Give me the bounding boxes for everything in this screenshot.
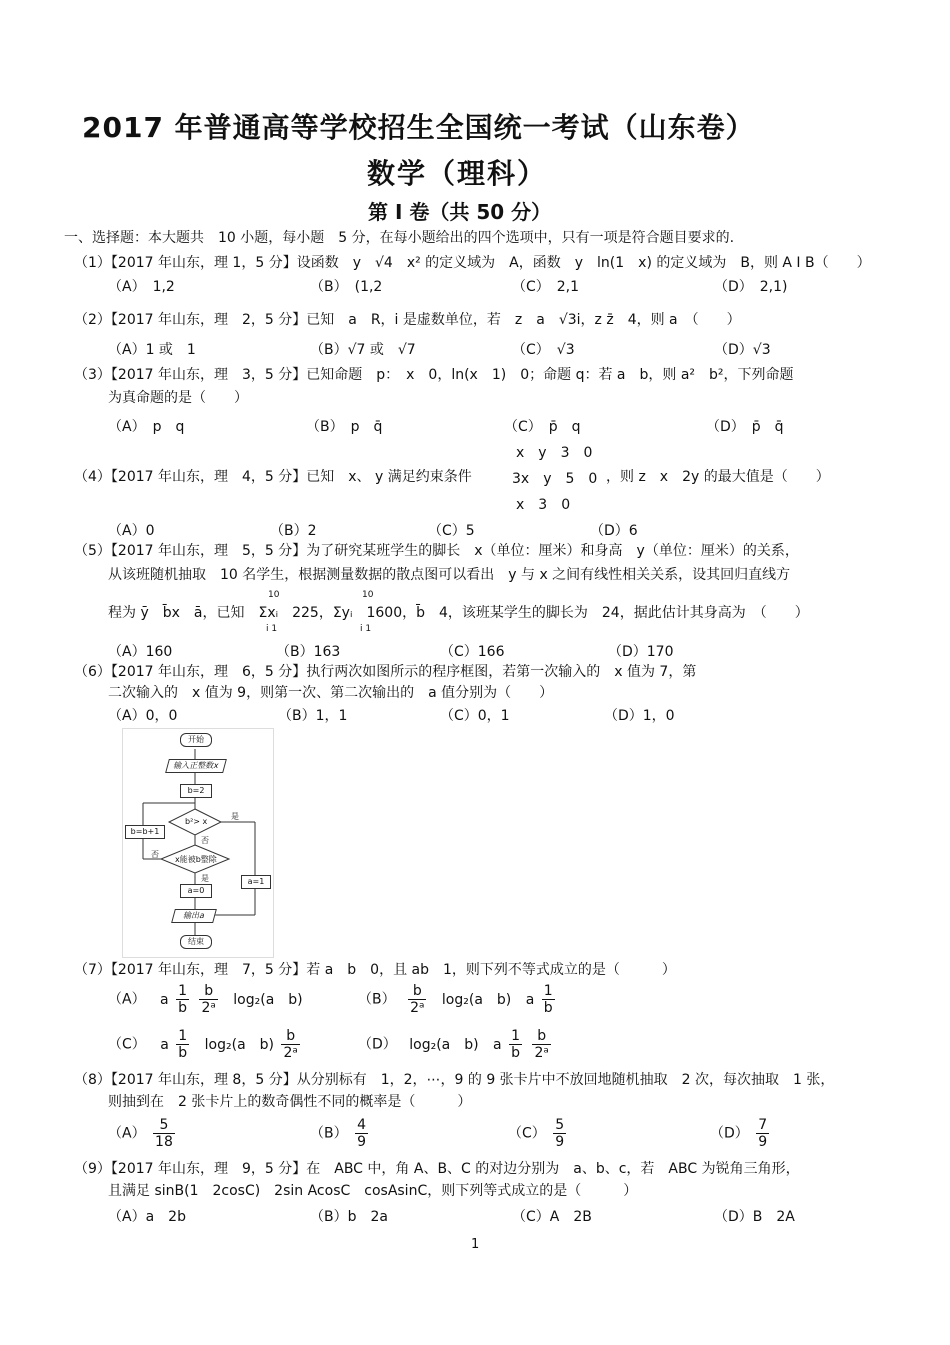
q5-option-c: （C）166 xyxy=(440,644,505,660)
q7-d-frac-1: $\frac{1}{b}$ xyxy=(511,1028,520,1061)
sum-upper-limit-2: 10 xyxy=(362,590,374,600)
q1-option-a: （A） 1,2 xyxy=(108,279,175,295)
q8-option-d xyxy=(710,1117,772,1150)
q8-d-frac: $\frac{7}{9}$ xyxy=(758,1117,768,1150)
q2-option-b: （B）√7 或 √7 xyxy=(310,342,416,358)
q7-c-frac-2: $\frac{b}{\text{2ᵃ}}$ xyxy=(283,1028,298,1061)
q2-option-d: （D）√3 xyxy=(714,342,771,358)
question-5-stem-line2: 从该班随机抽取 10 名学生，根据测量数据的散点图可以看出 y 与 x 之间有线性相关关系，设其回归直线方 xyxy=(108,567,791,583)
flow-init-b: b=2 xyxy=(180,784,212,798)
q5-option-d: （D）170 xyxy=(608,644,674,660)
q5-option-a: （A）160 xyxy=(108,644,173,660)
q9-option-b: （B）b 2a xyxy=(310,1209,388,1225)
question-7-stem: （7）【2017 年山东，理 7，5 分】若 a b 0，且 ab 1，则下列不等式成立的是（ ） xyxy=(74,962,676,978)
q7-d-frac-2: $\frac{b}{\text{2ᵃ}}$ xyxy=(534,1028,549,1061)
q7-option-c xyxy=(108,1028,303,1061)
q7-c-log: log₂(a b) xyxy=(204,1036,274,1053)
q7-option-d xyxy=(358,1028,554,1061)
q7-b-frac-1: $\frac{b}{\text{2ᵃ}}$ xyxy=(410,983,425,1016)
question-9-stem-line2: 且满足 sinB(1 2cosC) 2sin AcosC cosAsinC，则下列等式成立的是（ ） xyxy=(108,1183,638,1199)
question-5-stem: （5）【2017 年山东，理 5，5 分】为了研究某班学生的脚长 x（单位：厘米）和身高 y（单位：厘米）的关系， xyxy=(74,543,799,559)
q1-option-d: （D） 2,1) xyxy=(714,279,788,295)
q7-a-frac-2: $\frac{b}{\text{2ᵃ}}$ xyxy=(201,983,216,1016)
question-3-stem: （3）【2017 年山东，理 3，5 分】已知命题 p： x 0，ln(x 1) 0；命题 q：若 a b，则 a² b²，下列命题 xyxy=(74,367,794,383)
question-6-stem: （6）【2017 年山东，理 6，5 分】执行两次如图所示的程序框图，若第一次输入的 x 值为 7，第 xyxy=(74,664,697,680)
q7-d-label: （D） xyxy=(358,1036,397,1053)
question-1-stem: （1）【2017 年山东，理 1，5 分】设函数 y √4 x² 的定义域为 A，函数 y ln(1 x) 的定义域为 B，则 A I B（ ） xyxy=(74,255,871,271)
flow-set-a0: a=0 xyxy=(180,884,212,898)
q8-d-label: （D） xyxy=(710,1125,749,1142)
q8-option-c xyxy=(508,1117,569,1150)
program-flowchart xyxy=(122,728,274,958)
q7-a-log: log₂(a b) xyxy=(233,991,303,1008)
flow-start: 开始 xyxy=(180,733,212,747)
q7-b-label: （B） xyxy=(358,991,396,1008)
q6-option-a: （A）0，0 xyxy=(108,708,178,724)
question-8-stem-line2: 则抽到在 2 张卡片上的数奇偶性不同的概率是（ ） xyxy=(108,1094,472,1110)
page-number: 1 xyxy=(471,1237,480,1252)
q8-b-label: （B） xyxy=(310,1125,348,1142)
q6-option-d: （D）1，0 xyxy=(604,708,675,724)
flow-set-a1: a=1 xyxy=(241,875,271,889)
sum-upper-limit-1: 10 xyxy=(268,590,280,600)
q8-a-frac: $\frac{5}{18}$ xyxy=(155,1117,173,1150)
question-2-stem: （2）【2017 年山东，理 2，5 分】已知 a R，i 是虚数单位，若 z a √3i，z z̄ 4，则 a （ ） xyxy=(74,312,741,328)
q4-constraint-3: x 3 0 xyxy=(516,497,571,513)
question-4-stem: （4）【2017 年山东，理 4，5 分】已知 x、 y 满足约束条件 xyxy=(74,469,472,485)
q7-c-frac-1: $\frac{1}{b}$ xyxy=(178,1028,188,1061)
q7-a-frac-1: $\frac{1}{b}$ xyxy=(178,983,187,1016)
flow-no-label: 否 xyxy=(201,836,209,845)
question-8-stem: （8）【2017 年山东，理 8，5 分】从分别标有 1，2，⋯，9 的 9 张卡片中不放回地随机抽取 2 次，每次抽取 1 张， xyxy=(74,1072,835,1088)
q4-option-d: （D）6 xyxy=(590,523,638,539)
q9-option-d: （D）B 2A xyxy=(714,1209,795,1225)
q7-option-a xyxy=(108,983,303,1016)
q3-option-c: （C） p̄ q xyxy=(504,419,581,435)
q7-option-b xyxy=(358,983,558,1016)
flow-condition-1: b²> x xyxy=(185,817,208,826)
q7-d-log: log₂(a b) xyxy=(409,1036,479,1053)
flow-input: 输入正整数x xyxy=(165,759,227,773)
q7-c-label: （C） xyxy=(108,1036,146,1053)
question-9-stem: （9）【2017 年山东，理 9，5 分】在 ABC 中，角 A、B、C 的对边分别为 a、b、c，若 ABC 为锐角三角形， xyxy=(74,1161,800,1177)
flow-condition-2: x能被b整除 xyxy=(175,855,217,864)
q4-constraint-1: x y 3 0 xyxy=(516,445,593,461)
q6-option-b: （B）1，1 xyxy=(278,708,348,724)
flow-end: 结束 xyxy=(180,935,212,949)
q8-c-frac: $\frac{5}{9}$ xyxy=(555,1117,565,1150)
q7-b-frac-2: $\frac{1}{b}$ xyxy=(543,983,553,1016)
q7-c-var: a xyxy=(160,1036,169,1053)
q7-a-var: a xyxy=(160,991,169,1008)
q3-option-d: （D） p̄ q̄ xyxy=(706,419,784,435)
flow-no-label-2: 否 xyxy=(151,850,159,859)
question-4-stem-tail: ，则 z x 2y 的最大值是（ ） xyxy=(606,469,830,485)
flow-yes-label: 是 xyxy=(231,812,239,821)
q7-b-log: log₂(a b) xyxy=(441,991,512,1008)
q3-option-a: （A） p q xyxy=(108,419,185,435)
q3-option-b: （B） p q̄ xyxy=(306,419,383,435)
q8-option-b xyxy=(310,1117,371,1150)
q2-option-c: （C） √3 xyxy=(512,342,575,358)
q4-option-c: （C）5 xyxy=(428,523,475,539)
q2-option-a: （A）1 或 1 xyxy=(108,342,196,358)
q9-option-c: （C）A 2B xyxy=(512,1209,592,1225)
sum-lower-limit-2: i 1 xyxy=(360,624,372,634)
q4-option-b: （B）2 xyxy=(270,523,317,539)
question-5-stem-line3: 程为 ȳ b̄x ā，已知 Σxᵢ 225，Σyᵢ 1600，b̄ 4，该班某学生的脚长为 24，据此估计其身高为 （ ） xyxy=(108,605,809,621)
exam-subject: 数学（理科） xyxy=(367,157,548,190)
sum-lower-limit-1: i 1 xyxy=(266,624,278,634)
q7-d-var: a xyxy=(493,1036,502,1053)
q7-a-label: （A） xyxy=(108,991,146,1008)
flow-yes-label-2: 是 xyxy=(201,874,209,883)
q1-option-c: （C） 2,1 xyxy=(512,279,580,295)
q1-option-b: （B） (1,2 xyxy=(310,279,383,295)
flow-increment-b: b=b+1 xyxy=(125,825,165,839)
question-6-stem-line2: 二次输入的 x 值为 9，则第一次、第二次输出的 a 值分别为（ ） xyxy=(108,685,554,701)
q5-option-b: （B）163 xyxy=(276,644,341,660)
q8-b-frac: $\frac{4}{9}$ xyxy=(357,1117,366,1150)
q8-a-label: （A） xyxy=(108,1125,146,1142)
section-instructions: 一、选择题：本大题共 10 小题，每小题 5 分，在每小题给出的四个选项中，只有一项是符合题目要求的. xyxy=(64,230,735,246)
q4-option-a: （A）0 xyxy=(108,523,155,539)
q8-c-label: （C） xyxy=(508,1125,546,1142)
flow-output: 输出a xyxy=(171,909,217,923)
q7-b-var: a xyxy=(525,991,535,1008)
q9-option-a: （A）a 2b xyxy=(108,1209,186,1225)
q4-constraint-2: 3x y 5 0 xyxy=(512,471,598,487)
q8-option-a xyxy=(108,1117,178,1150)
q4-constraint-system xyxy=(512,440,597,518)
q6-option-c: （C）0，1 xyxy=(440,708,510,724)
question-3-stem-continued: 为真命题的是（ ） xyxy=(108,390,248,406)
exam-title: 2017 年普通高等学校招生全国统一考试（山东卷） xyxy=(82,111,755,144)
part-title: 第 I 卷（共 50 分） xyxy=(368,200,552,224)
